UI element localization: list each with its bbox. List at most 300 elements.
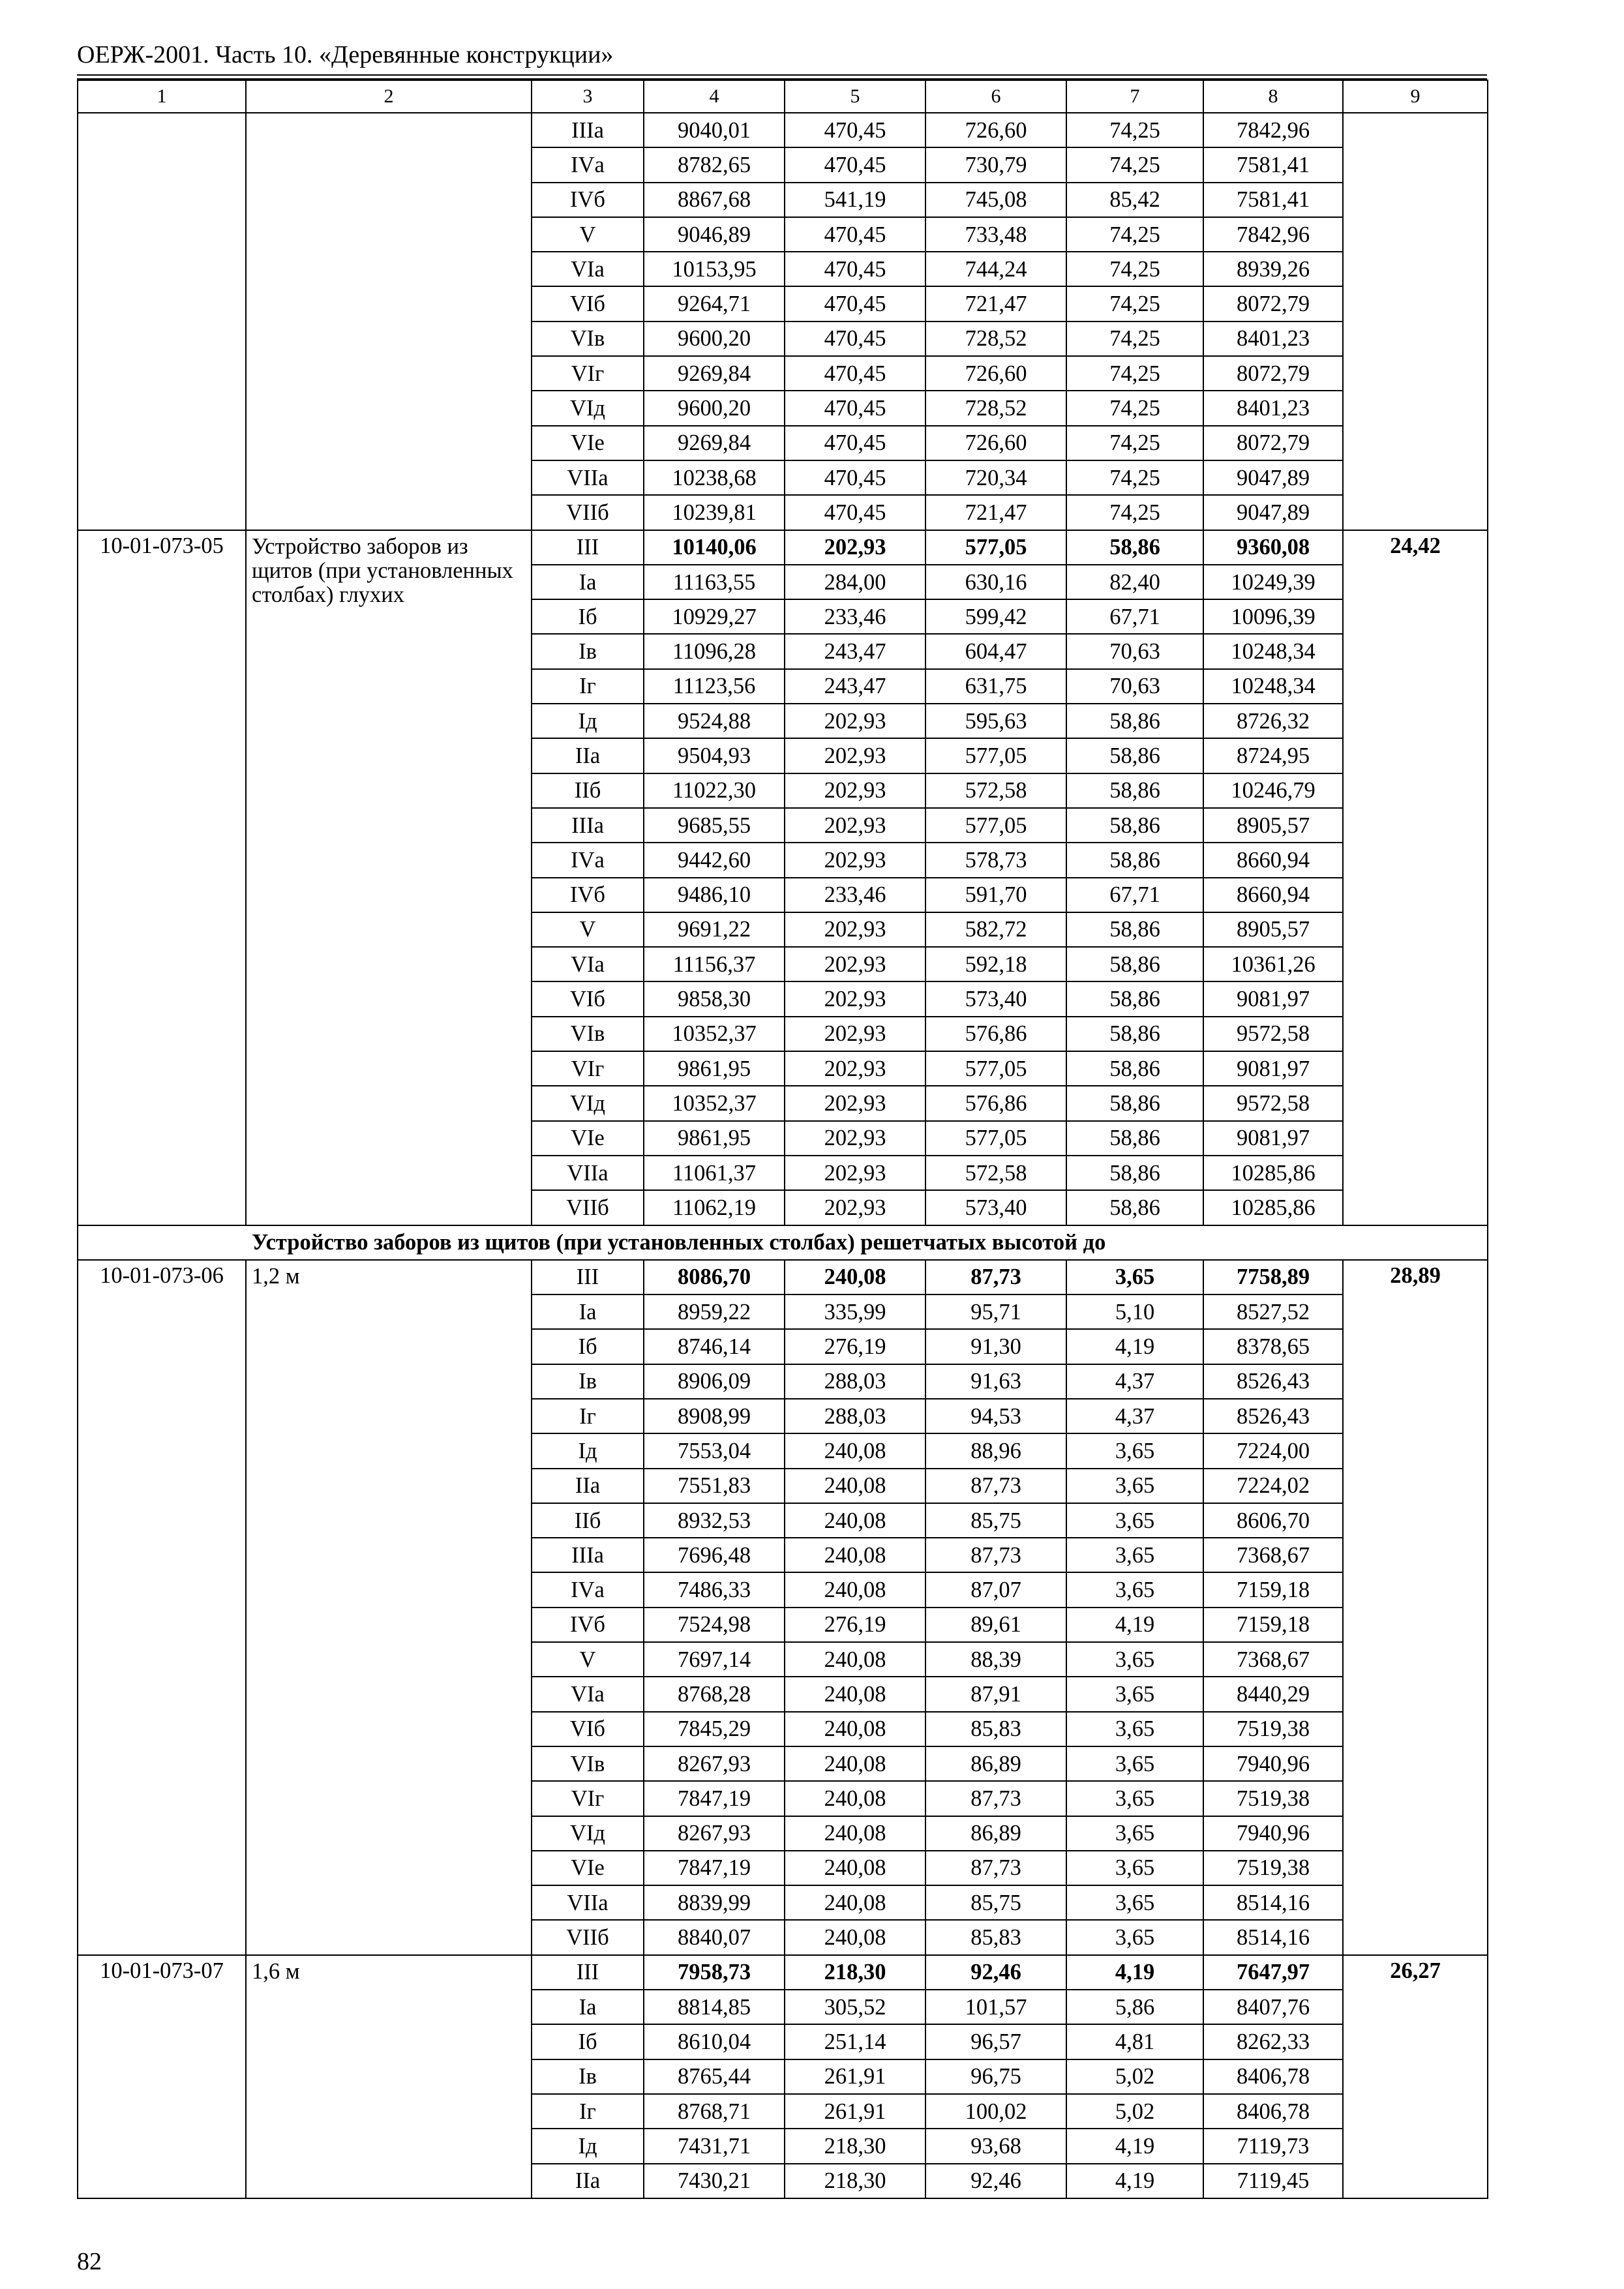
zone-cell: VIIб (532, 1190, 644, 1225)
page-number: 82 (77, 2248, 102, 2275)
value-cell: 240,08 (785, 1920, 925, 1954)
zone-cell: IIIа (532, 113, 644, 147)
value-cell: 9600,20 (644, 391, 785, 425)
value-cell: 9081,97 (1203, 1121, 1343, 1156)
value-cell: 94,53 (925, 1399, 1066, 1433)
value-cell: 8959,22 (644, 1294, 785, 1329)
value-cell: 7368,67 (1203, 1642, 1343, 1677)
work-name-cell: Устройство заборов из щитов (при установленных столбах) глухих (246, 530, 532, 1225)
rates-table (77, 80, 1488, 2199)
value-cell: 261,91 (785, 2094, 925, 2129)
value-cell: 541,19 (785, 183, 925, 217)
value-cell: 576,86 (925, 1017, 1066, 1051)
value-cell: 7940,96 (1203, 1746, 1343, 1781)
value-cell: 7551,83 (644, 1469, 785, 1503)
value-cell: 7519,38 (1203, 1781, 1343, 1816)
value-cell: 9572,58 (1203, 1017, 1343, 1051)
value-cell: 9861,95 (644, 1121, 785, 1156)
zone-cell: IVб (532, 183, 644, 217)
value-cell: 58,86 (1066, 773, 1203, 808)
value-cell: 100,02 (925, 2094, 1066, 2129)
work-name-cell (246, 113, 532, 530)
value-cell: 470,45 (785, 286, 925, 321)
zone-cell: Iб (532, 599, 644, 634)
value-cell: 8939,26 (1203, 252, 1343, 286)
value-cell: 582,72 (925, 912, 1066, 947)
value-cell: 7847,19 (644, 1851, 785, 1885)
value-cell: 9047,89 (1203, 495, 1343, 530)
value-cell: 591,70 (925, 878, 1066, 912)
value-cell: 9691,22 (644, 912, 785, 947)
value-cell: 8782,65 (644, 147, 785, 182)
zone-cell: IIа (532, 738, 644, 773)
value-cell: 8267,93 (644, 1746, 785, 1781)
value-cell: 202,93 (785, 843, 925, 877)
zone-cell: VIд (532, 1086, 644, 1120)
value-cell: 9081,97 (1203, 981, 1343, 1016)
zone-cell: Iг (532, 2094, 644, 2129)
labor-cost-cell (1343, 113, 1488, 530)
value-cell: 7119,73 (1203, 2129, 1343, 2163)
value-cell: 5,02 (1066, 2094, 1203, 2129)
value-cell: 721,47 (925, 286, 1066, 321)
value-cell: 92,46 (925, 1955, 1066, 1990)
value-cell: 3,65 (1066, 1677, 1203, 1711)
value-cell: 4,19 (1066, 1329, 1203, 1364)
value-cell: 599,42 (925, 599, 1066, 634)
zone-cell: IIIа (532, 1538, 644, 1572)
section-heading-row (78, 1225, 1488, 1260)
value-cell: 4,81 (1066, 2024, 1203, 2059)
value-cell: 240,08 (785, 1433, 925, 1468)
value-cell: 572,58 (925, 1156, 1066, 1190)
value-cell: 7758,89 (1203, 1260, 1343, 1294)
value-cell: 58,86 (1066, 912, 1203, 947)
value-cell: 8514,16 (1203, 1920, 1343, 1954)
value-cell: 240,08 (785, 1642, 925, 1677)
value-cell: 728,52 (925, 322, 1066, 356)
value-cell: 573,40 (925, 1190, 1066, 1225)
value-cell: 218,30 (785, 2164, 925, 2198)
value-cell: 8905,57 (1203, 912, 1343, 947)
value-cell: 202,93 (785, 704, 925, 738)
value-cell: 74,25 (1066, 460, 1203, 495)
value-cell: 10352,37 (644, 1086, 785, 1120)
zone-cell: VIе (532, 426, 644, 460)
value-cell: 8932,53 (644, 1503, 785, 1538)
value-cell: 7524,98 (644, 1608, 785, 1642)
value-cell: 4,19 (1066, 2164, 1203, 2198)
value-cell: 9047,89 (1203, 460, 1343, 495)
value-cell: 3,65 (1066, 1503, 1203, 1538)
value-cell: 4,19 (1066, 1608, 1203, 1642)
value-cell: 5,86 (1066, 1990, 1203, 2024)
value-cell: 8406,78 (1203, 2059, 1343, 2094)
value-cell: 8378,65 (1203, 1329, 1343, 1364)
value-cell: 8724,95 (1203, 738, 1343, 773)
value-cell: 726,60 (925, 356, 1066, 391)
value-cell: 9685,55 (644, 808, 785, 843)
value-cell: 58,86 (1066, 704, 1203, 738)
value-cell: 7368,67 (1203, 1538, 1343, 1572)
zone-cell: VIIа (532, 460, 644, 495)
value-cell: 11096,28 (644, 634, 785, 668)
value-cell: 91,63 (925, 1364, 1066, 1399)
value-cell: 8660,94 (1203, 843, 1343, 877)
value-cell: 726,60 (925, 113, 1066, 147)
value-cell: 8401,23 (1203, 391, 1343, 425)
value-cell: 74,25 (1066, 217, 1203, 252)
zone-cell: VIд (532, 391, 644, 425)
value-cell: 577,05 (925, 808, 1066, 843)
value-cell: 8407,76 (1203, 1990, 1343, 2024)
zone-cell: Iб (532, 2024, 644, 2059)
zone-cell: III (532, 530, 644, 565)
value-cell: 7940,96 (1203, 1816, 1343, 1851)
value-cell: 577,05 (925, 530, 1066, 565)
value-cell: 10239,81 (644, 495, 785, 530)
value-cell: 8606,70 (1203, 1503, 1343, 1538)
value-cell: 9264,71 (644, 286, 785, 321)
value-cell: 96,57 (925, 2024, 1066, 2059)
value-cell: 11061,37 (644, 1156, 785, 1190)
labor-cost-cell: 28,89 (1343, 1260, 1488, 1955)
value-cell: 3,65 (1066, 1572, 1203, 1607)
value-cell: 745,08 (925, 183, 1066, 217)
value-cell: 7696,48 (644, 1538, 785, 1572)
value-cell: 572,58 (925, 773, 1066, 808)
value-cell: 240,08 (785, 1712, 925, 1746)
value-cell: 58,86 (1066, 981, 1203, 1016)
value-cell: 96,75 (925, 2059, 1066, 2094)
value-cell: 7430,21 (644, 2164, 785, 2198)
document-header: ОЕРЖ-2001. Часть 10. «Деревянные конструкции» (77, 41, 614, 68)
value-cell: 87,73 (925, 1260, 1066, 1294)
value-cell: 202,93 (785, 981, 925, 1016)
zone-cell: VIа (532, 947, 644, 981)
value-cell: 88,39 (925, 1642, 1066, 1677)
value-cell: 578,73 (925, 843, 1066, 877)
zone-cell: Iа (532, 1990, 644, 2024)
value-cell: 8840,07 (644, 1920, 785, 1954)
value-cell: 8262,33 (1203, 2024, 1343, 2059)
value-cell: 7842,96 (1203, 217, 1343, 252)
value-cell: 58,86 (1066, 808, 1203, 843)
value-cell: 8267,93 (644, 1816, 785, 1851)
value-cell: 276,19 (785, 1329, 925, 1364)
value-cell: 240,08 (785, 1469, 925, 1503)
value-cell: 4,37 (1066, 1399, 1203, 1433)
zone-cell: IVб (532, 878, 644, 912)
value-cell: 202,93 (785, 808, 925, 843)
zone-cell: Iа (532, 1294, 644, 1329)
value-cell: 70,63 (1066, 634, 1203, 668)
rate-code-cell: 10-01-073-06 (78, 1260, 246, 1955)
value-cell: 7486,33 (644, 1572, 785, 1607)
value-cell: 4,19 (1066, 2129, 1203, 2163)
value-cell: 58,86 (1066, 1190, 1203, 1225)
value-cell: 11163,55 (644, 565, 785, 599)
value-cell: 3,65 (1066, 1781, 1203, 1816)
value-cell: 87,73 (925, 1538, 1066, 1572)
value-cell: 8406,78 (1203, 2094, 1343, 2129)
value-cell: 87,73 (925, 1851, 1066, 1885)
value-cell: 733,48 (925, 217, 1066, 252)
value-cell: 10238,68 (644, 460, 785, 495)
value-cell: 8905,57 (1203, 808, 1343, 843)
value-cell: 10361,26 (1203, 947, 1343, 981)
value-cell: 85,83 (925, 1712, 1066, 1746)
value-cell: 58,86 (1066, 738, 1203, 773)
zone-cell: IVб (532, 1608, 644, 1642)
column-number-row (78, 80, 1488, 113)
value-cell: 74,25 (1066, 495, 1203, 530)
zone-cell: Iг (532, 1399, 644, 1433)
column-number: 9 (1343, 80, 1488, 113)
value-cell: 87,73 (925, 1781, 1066, 1816)
value-cell: 7431,71 (644, 2129, 785, 2163)
value-cell: 9600,20 (644, 322, 785, 356)
value-cell: 7581,41 (1203, 183, 1343, 217)
value-cell: 10929,27 (644, 599, 785, 634)
zone-cell: VIIб (532, 1920, 644, 1954)
value-cell: 8086,70 (644, 1260, 785, 1294)
value-cell: 5,02 (1066, 2059, 1203, 2094)
value-cell: 240,08 (785, 1746, 925, 1781)
value-cell: 728,52 (925, 391, 1066, 425)
zone-cell: VIг (532, 356, 644, 391)
value-cell: 3,65 (1066, 1469, 1203, 1503)
value-cell: 74,25 (1066, 113, 1203, 147)
value-cell: 10248,34 (1203, 669, 1343, 704)
value-cell: 577,05 (925, 1121, 1066, 1156)
value-cell: 93,68 (925, 2129, 1066, 2163)
value-cell: 67,71 (1066, 878, 1203, 912)
value-cell: 470,45 (785, 252, 925, 286)
value-cell: 595,63 (925, 704, 1066, 738)
value-cell: 89,61 (925, 1608, 1066, 1642)
value-cell: 3,65 (1066, 1712, 1203, 1746)
value-cell: 577,05 (925, 1051, 1066, 1086)
value-cell: 10140,06 (644, 530, 785, 565)
zone-cell: VIе (532, 1851, 644, 1885)
value-cell: 7159,18 (1203, 1608, 1343, 1642)
value-cell: 9081,97 (1203, 1051, 1343, 1086)
value-cell: 470,45 (785, 495, 925, 530)
value-cell: 202,93 (785, 1121, 925, 1156)
labor-cost-cell: 26,27 (1343, 1955, 1488, 2198)
value-cell: 335,99 (785, 1294, 925, 1329)
value-cell: 7958,73 (644, 1955, 785, 1990)
zone-cell: VIг (532, 1781, 644, 1816)
value-cell: 202,93 (785, 773, 925, 808)
zone-cell: VIе (532, 1121, 644, 1156)
value-cell: 58,86 (1066, 947, 1203, 981)
zone-cell: VIIа (532, 1156, 644, 1190)
table-row (78, 530, 1488, 565)
column-number: 4 (644, 80, 785, 113)
value-cell: 240,08 (785, 1260, 925, 1294)
value-cell: 58,86 (1066, 1156, 1203, 1190)
value-cell: 10352,37 (644, 1017, 785, 1051)
value-cell: 10096,39 (1203, 599, 1343, 634)
value-cell: 67,71 (1066, 599, 1203, 634)
value-cell: 85,75 (925, 1885, 1066, 1920)
zone-cell: III (532, 1260, 644, 1294)
value-cell: 11062,19 (644, 1190, 785, 1225)
value-cell: 85,83 (925, 1920, 1066, 1954)
value-cell: 7224,02 (1203, 1469, 1343, 1503)
value-cell: 3,65 (1066, 1260, 1203, 1294)
zone-cell: IVа (532, 147, 644, 182)
value-cell: 9572,58 (1203, 1086, 1343, 1120)
zone-cell: VIа (532, 1677, 644, 1711)
zone-cell: VIб (532, 286, 644, 321)
value-cell: 10153,95 (644, 252, 785, 286)
value-cell: 8906,09 (644, 1364, 785, 1399)
value-cell: 9040,01 (644, 113, 785, 147)
value-cell: 202,93 (785, 738, 925, 773)
zone-cell: VIб (532, 981, 644, 1016)
rates-table-body (78, 80, 1488, 2198)
zone-cell: V (532, 912, 644, 947)
column-number: 2 (246, 80, 532, 113)
value-cell: 251,14 (785, 2024, 925, 2059)
value-cell: 470,45 (785, 356, 925, 391)
zone-cell: Iв (532, 1364, 644, 1399)
value-cell: 11156,37 (644, 947, 785, 981)
table-row (78, 113, 1488, 147)
value-cell: 240,08 (785, 1885, 925, 1920)
value-cell: 74,25 (1066, 147, 1203, 182)
column-number: 6 (925, 80, 1066, 113)
zone-cell: Iг (532, 669, 644, 704)
value-cell: 202,93 (785, 947, 925, 981)
value-cell: 3,65 (1066, 1851, 1203, 1885)
value-cell: 10285,86 (1203, 1190, 1343, 1225)
value-cell: 8401,23 (1203, 322, 1343, 356)
rate-code-cell: 10-01-073-05 (78, 530, 246, 1225)
table-row (78, 1260, 1488, 1294)
zone-cell: IIIа (532, 808, 644, 843)
value-cell: 3,65 (1066, 1816, 1203, 1851)
value-cell: 58,86 (1066, 1121, 1203, 1156)
value-cell: 85,42 (1066, 183, 1203, 217)
zone-cell: VIд (532, 1816, 644, 1851)
value-cell: 101,57 (925, 1990, 1066, 2024)
value-cell: 87,73 (925, 1469, 1066, 1503)
column-number: 8 (1203, 80, 1343, 113)
value-cell: 8765,44 (644, 2059, 785, 2094)
rate-code-cell (78, 113, 246, 530)
header-rule (77, 74, 1487, 76)
value-cell: 305,52 (785, 1990, 925, 2024)
value-cell: 261,91 (785, 2059, 925, 2094)
value-cell: 202,93 (785, 1190, 925, 1225)
value-cell: 87,91 (925, 1677, 1066, 1711)
value-cell: 470,45 (785, 322, 925, 356)
value-cell: 8072,79 (1203, 426, 1343, 460)
zone-cell: V (532, 1642, 644, 1677)
value-cell: 7842,96 (1203, 113, 1343, 147)
rate-code-cell: 10-01-073-07 (78, 1955, 246, 2198)
value-cell: 218,30 (785, 2129, 925, 2163)
value-cell: 276,19 (785, 1608, 925, 1642)
value-cell: 92,46 (925, 2164, 1066, 2198)
value-cell: 9858,30 (644, 981, 785, 1016)
value-cell: 240,08 (785, 1851, 925, 1885)
table-row (78, 1955, 1488, 1990)
value-cell: 240,08 (785, 1503, 925, 1538)
value-cell: 58,86 (1066, 1086, 1203, 1120)
value-cell: 8610,04 (644, 2024, 785, 2059)
value-cell: 240,08 (785, 1677, 925, 1711)
value-cell: 288,03 (785, 1399, 925, 1433)
value-cell: 9269,84 (644, 426, 785, 460)
zone-cell: IIа (532, 2164, 644, 2198)
value-cell: 91,30 (925, 1329, 1066, 1364)
value-cell: 58,86 (1066, 843, 1203, 877)
zone-cell: VIг (532, 1051, 644, 1086)
value-cell: 8746,14 (644, 1329, 785, 1364)
value-cell: 8908,99 (644, 1399, 785, 1433)
zone-cell: VIб (532, 1712, 644, 1746)
value-cell: 8526,43 (1203, 1364, 1343, 1399)
column-number: 5 (785, 80, 925, 113)
value-cell: 240,08 (785, 1781, 925, 1816)
value-cell: 74,25 (1066, 391, 1203, 425)
value-cell: 82,40 (1066, 565, 1203, 599)
value-cell: 10285,86 (1203, 1156, 1343, 1190)
value-cell: 7847,19 (644, 1781, 785, 1816)
value-cell: 7553,04 (644, 1433, 785, 1468)
value-cell: 8072,79 (1203, 356, 1343, 391)
zone-cell: VIIб (532, 495, 644, 530)
labor-cost-cell: 24,42 (1343, 530, 1488, 1225)
zone-cell: Iа (532, 565, 644, 599)
zone-cell: V (532, 217, 644, 252)
value-cell: 8839,99 (644, 1885, 785, 1920)
value-cell: 577,05 (925, 738, 1066, 773)
value-cell: 202,93 (785, 1017, 925, 1051)
value-cell: 202,93 (785, 1156, 925, 1190)
value-cell: 592,18 (925, 947, 1066, 981)
value-cell: 470,45 (785, 147, 925, 182)
zone-cell: Iд (532, 1433, 644, 1468)
value-cell: 744,24 (925, 252, 1066, 286)
value-cell: 202,93 (785, 912, 925, 947)
value-cell: 202,93 (785, 1086, 925, 1120)
value-cell: 7647,97 (1203, 1955, 1343, 1990)
value-cell: 233,46 (785, 599, 925, 634)
value-cell: 70,63 (1066, 669, 1203, 704)
zone-cell: Iб (532, 1329, 644, 1364)
value-cell: 11022,30 (644, 773, 785, 808)
value-cell: 95,71 (925, 1294, 1066, 1329)
zone-cell: Iв (532, 2059, 644, 2094)
value-cell: 604,47 (925, 634, 1066, 668)
value-cell: 11123,56 (644, 669, 785, 704)
value-cell: 74,25 (1066, 356, 1203, 391)
value-cell: 9360,08 (1203, 530, 1343, 565)
zone-cell: VIв (532, 1746, 644, 1781)
value-cell: 86,89 (925, 1746, 1066, 1781)
value-cell: 87,07 (925, 1572, 1066, 1607)
value-cell: 10246,79 (1203, 773, 1343, 808)
value-cell: 218,30 (785, 1955, 925, 1990)
value-cell: 243,47 (785, 634, 925, 668)
value-cell: 720,34 (925, 460, 1066, 495)
